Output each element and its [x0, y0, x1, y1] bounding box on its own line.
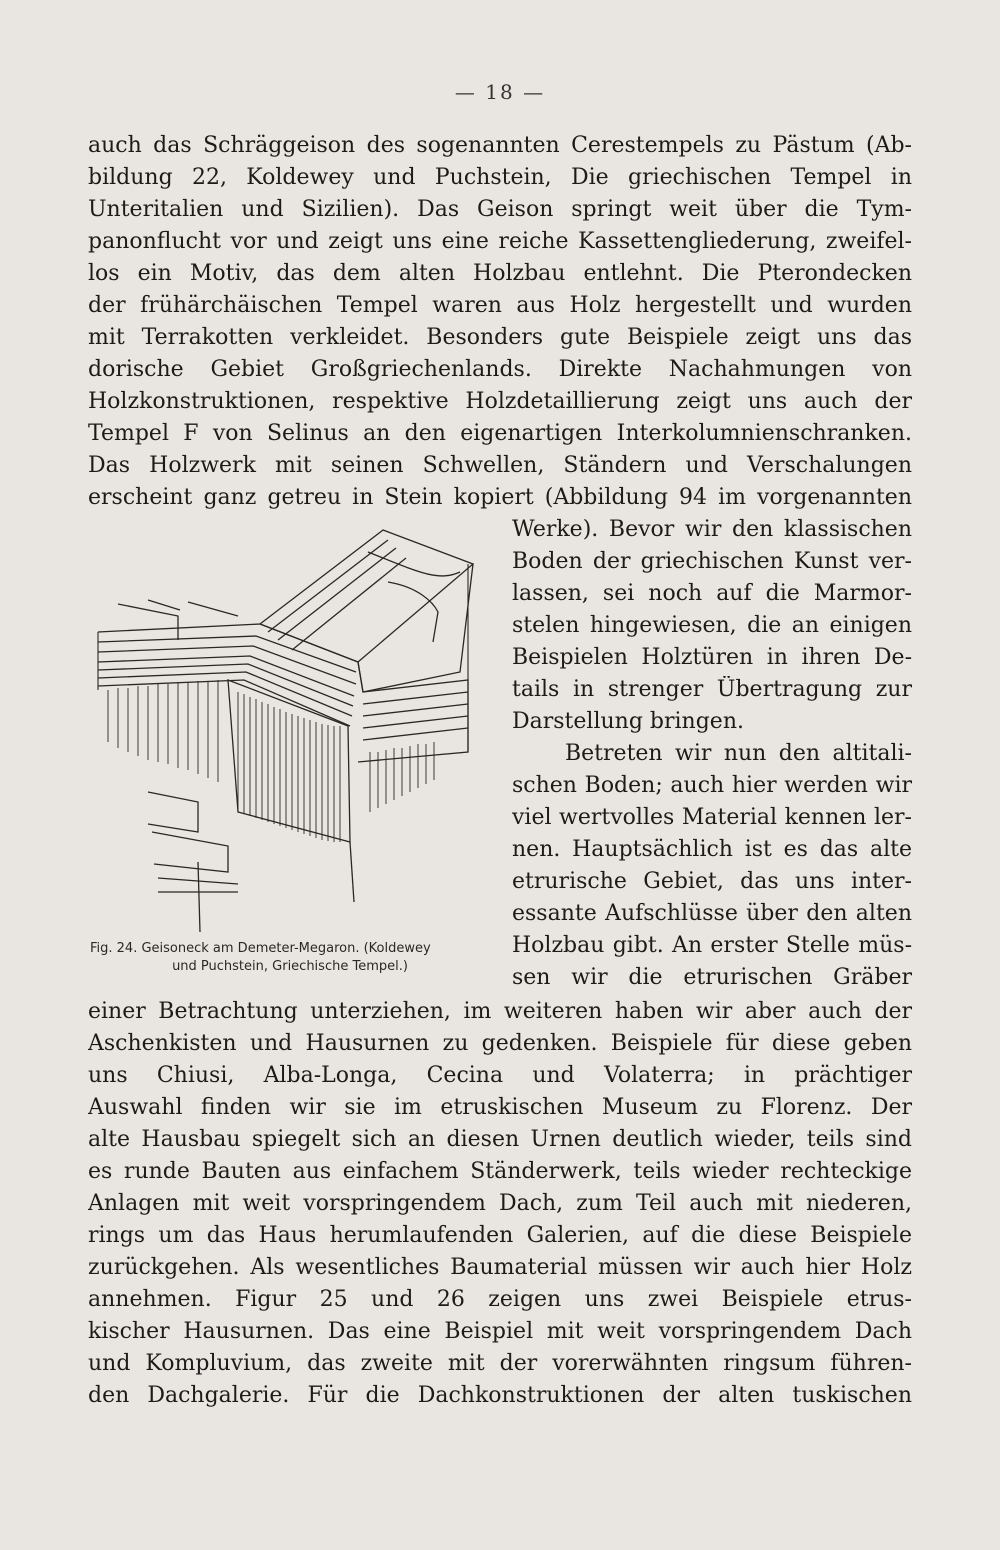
- text-line: viel wertvolles Material kennen ler-: [512, 805, 912, 830]
- text-line: nen. Hauptsächlich ist es das alte: [512, 837, 912, 862]
- text-line: Das Holzwerk mit seinen Schwellen, Ständern und Verschalungen: [88, 453, 912, 478]
- text-line: rings um das Haus herumlaufenden Galerien, auf die diese Beispiele: [88, 1223, 912, 1248]
- text-line: es runde Bauten aus einfachem Ständerwerk, teils wieder rechteckige: [88, 1159, 912, 1184]
- text-line: alte Hausbau spiegelt sich an diesen Urnen deutlich wieder, teils sind: [88, 1127, 912, 1152]
- text-line: Auswahl finden wir sie im etruskischen Museum zu Florenz. Der: [88, 1095, 912, 1120]
- text-line: den Dachgalerie. Für die Dachkonstruktionen der alten tuskischen: [88, 1383, 912, 1408]
- geisoneck-drawing: [88, 512, 498, 932]
- text-line: Boden der griechischen Kunst ver-: [512, 549, 912, 574]
- text-line: und Kompluvium, das zweite mit der vorerwähnten ringsum führen-: [88, 1351, 912, 1376]
- text-line: einer Betrachtung unterziehen, im weiteren haben wir aber auch der: [88, 999, 912, 1024]
- text-line: Unteritalien und Sizilien). Das Geison springt weit über die Tym-: [88, 197, 912, 222]
- text-line: Holzbau gibt. An erster Stelle müs-: [512, 933, 912, 958]
- text-line: Holzkonstruktionen, respektive Holzdetaillierung zeigt uns auch der: [88, 389, 912, 414]
- text-line: stelen hingewiesen, die an einigen: [512, 613, 912, 638]
- text-line: Beispielen Holztüren in ihren De-: [512, 645, 912, 670]
- text-line: Anlagen mit weit vorspringendem Dach, zum Teil auch mit niederen,: [88, 1191, 912, 1216]
- text-line: erscheint ganz getreu in Stein kopiert (Abbildung 94 im vorgenannten: [88, 485, 912, 510]
- text-line: essante Aufschlüsse über den alten: [512, 901, 912, 926]
- text-line: der frühärchäischen Tempel waren aus Holz hergestellt und wurden: [88, 293, 912, 318]
- text-line: uns Chiusi, Alba-Longa, Cecina und Volaterra; in prächtiger: [88, 1063, 912, 1088]
- text-line: panonflucht vor und zeigt uns eine reiche Kassettengliederung, zweifel-: [88, 229, 912, 254]
- text-line: mit Terrakotten verkleidet. Besonders gute Beispiele zeigt uns das: [88, 325, 912, 350]
- caption-line-1: Fig. 24. Geisoneck am Demeter-Megaron. (Koldewey: [90, 941, 431, 956]
- text-line: Werke). Bevor wir den klassischen: [512, 517, 912, 542]
- text-line: bildung 22, Koldewey und Puchstein, Die griechischen Tempel in: [88, 165, 912, 190]
- text-line: kischer Hausurnen. Das eine Beispiel mit weit vorspringendem Dach: [88, 1319, 912, 1344]
- text-line: Darstellung bringen.: [512, 709, 744, 734]
- page-number: — 18 —: [454, 80, 546, 104]
- text-line: dorische Gebiet Großgriechenlands. Direkte Nachahmungen von: [88, 357, 912, 382]
- text-line: tails in strenger Übertragung zur: [512, 677, 912, 702]
- text-line: etrurische Gebiet, das uns inter-: [512, 869, 912, 894]
- text-line: lassen, sei noch auf die Marmor-: [512, 581, 912, 606]
- text-line: sen wir die etrurischen Gräber: [512, 965, 912, 990]
- text-line: auch das Schräggeison des sogenannten Cerestempels zu Pästum (Ab-: [88, 133, 912, 158]
- text-line: schen Boden; auch hier werden wir: [512, 773, 912, 798]
- figure-caption: [90, 940, 490, 976]
- text-line: Tempel F von Selinus an den eigenartigen Interkolumnienschranken.: [88, 421, 912, 446]
- text-line: Aschenkisten und Hausurnen zu gedenken. Beispiele für diese geben: [88, 1031, 912, 1056]
- text-line: los ein Motiv, das dem alten Holzbau entlehnt. Die Pterondecken: [88, 261, 912, 286]
- text-line: zurückgehen. Als wesentliches Baumaterial müssen wir auch hier Holz: [88, 1255, 912, 1280]
- text-line: Betreten wir nun den altitali-: [565, 741, 912, 766]
- text-line: annehmen. Figur 25 und 26 zeigen uns zwei Beispiele etrus-: [88, 1287, 912, 1312]
- caption-line-2: und Puchstein, Griechische Tempel.): [172, 959, 408, 974]
- figure-geisoneck: [88, 512, 498, 932]
